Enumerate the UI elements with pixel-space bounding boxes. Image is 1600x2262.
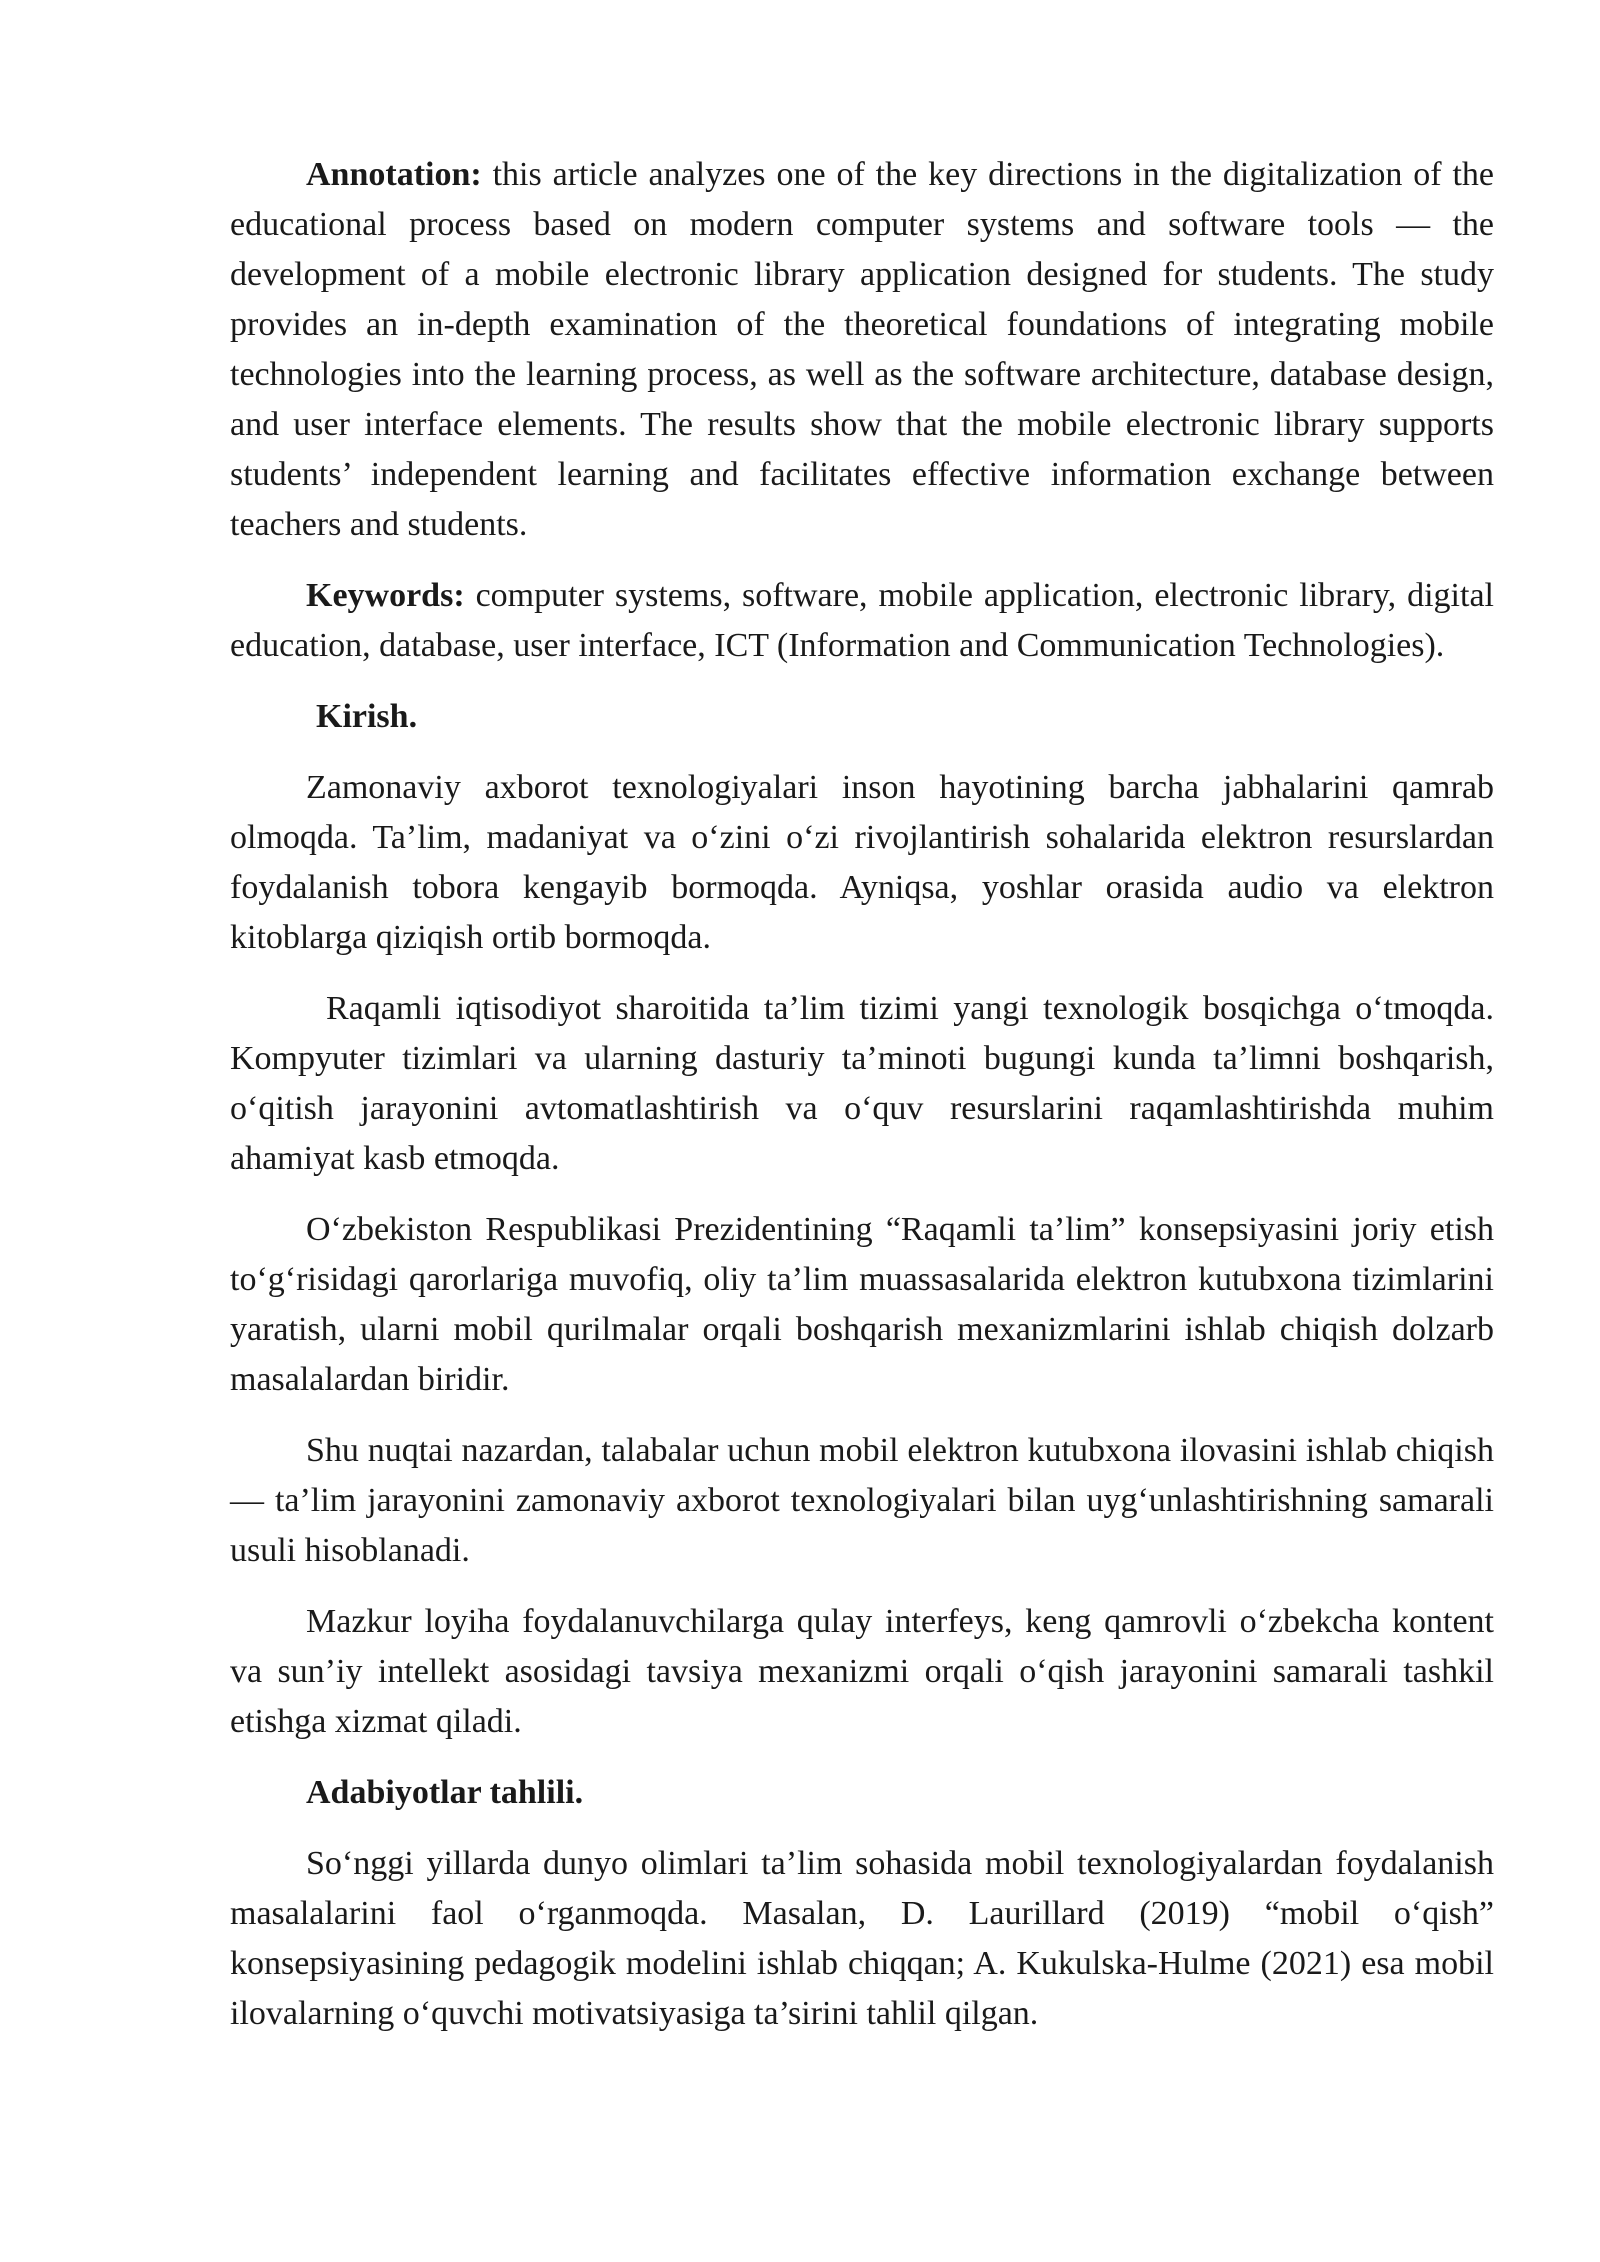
literature-review-heading: Adabiyotlar tahlili. xyxy=(306,1774,584,1811)
annotation-text: this article analyzes one of the key directions in the digitalization of the educational process based on modern computer systems and software tools — the development of a mobile electronic library application designed for students. The study provides an in-depth examination of the theoretical foundations of integrating mobile technologies into the learning process, as well as the software architecture, database design, and user interface elements. The results show that the mobile electronic library supports students’ independent learning and facilitates effective information exchange between teachers and students. xyxy=(230,156,1494,543)
annotation-label: Annotation: xyxy=(306,156,482,193)
introduction-paragraph-3: O‘zbekiston Respublikasi Prezidentining “Raqamli ta’lim” konsepsiyasini joriy etish to‘g‘risidagi qarorlariga muvofiq, oliy ta’lim muassasalarida elektron kutubxona tizimlarini yaratish, ularni mobil qurilmalar orqali boshqarish mexanizmlarini ishlab chiqish dolzarb masalalardan biridir. xyxy=(230,1211,1494,1398)
keywords-paragraph xyxy=(230,571,1494,671)
introduction-paragraph-2: Raqamli iqtisodiyot sharoitida ta’lim tizimi yangi texnologik bosqichga o‘tmoqda. Kompyuter tizimlari va ularning dasturiy ta’minoti bugungi kunda ta’limni boshqarish, o‘qitish jarayonini avtomatlashtirish va o‘quv resurslarini raqamlashtirishda muhim ahamiyat kasb etmoqda. xyxy=(230,990,1494,1177)
keywords-text: computer systems, software, mobile application, electronic library, digital education, database, user interface, ICT (Information and Communication Technologies). xyxy=(230,577,1494,664)
literature-review-paragraph-1: So‘nggi yillarda dunyo olimlari ta’lim sohasida mobil texnologiyalardan foydalanish masalalarini faol o‘rganmoqda. Masalan, D. Laurillard (2019) “mobil o‘qish” konsepsiyasining pedagogik modelini ishlab chiqqan; A. Kukulska-Hulme (2021) esa mobil ilovalarning o‘quvchi motivatsiyasiga ta’sirini tahlil qilgan. xyxy=(230,1845,1494,2032)
annotation-paragraph xyxy=(230,150,1494,550)
introduction-paragraph-4: Shu nuqtai nazardan, talabalar uchun mobil elektron kutubxona ilovasini ishlab chiqish — ta’lim jarayonini zamonaviy axborot texnologiyalari bilan uyg‘unlashtirishning samarali usuli hisoblanadi. xyxy=(230,1432,1494,1569)
keywords-label: Keywords: xyxy=(306,577,465,614)
introduction-paragraph-5: Mazkur loyiha foydalanuvchilarga qulay interfeys, keng qamrovli o‘zbekcha kontent va sun’iy intellekt asosidagi tavsiya mexanizmi orqali o‘qish jarayonini samarali tashkil etishga xizmat qiladi. xyxy=(230,1603,1494,1740)
introduction-heading: Kirish. xyxy=(316,698,418,735)
introduction-paragraph-1: Zamonaviy axborot texnologiyalari inson hayotining barcha jabhalarini qamrab olmoqda. Ta’lim, madaniyat va o‘zini o‘zi rivojlantirish sohalarida elektron resurslardan foydalanish tobora kengayib bormoqda. Ayniqsa, yoshlar orasida audio va elektron kitoblarga qiziqish ortib bormoqda. xyxy=(230,769,1494,956)
document-page xyxy=(230,150,1494,2060)
